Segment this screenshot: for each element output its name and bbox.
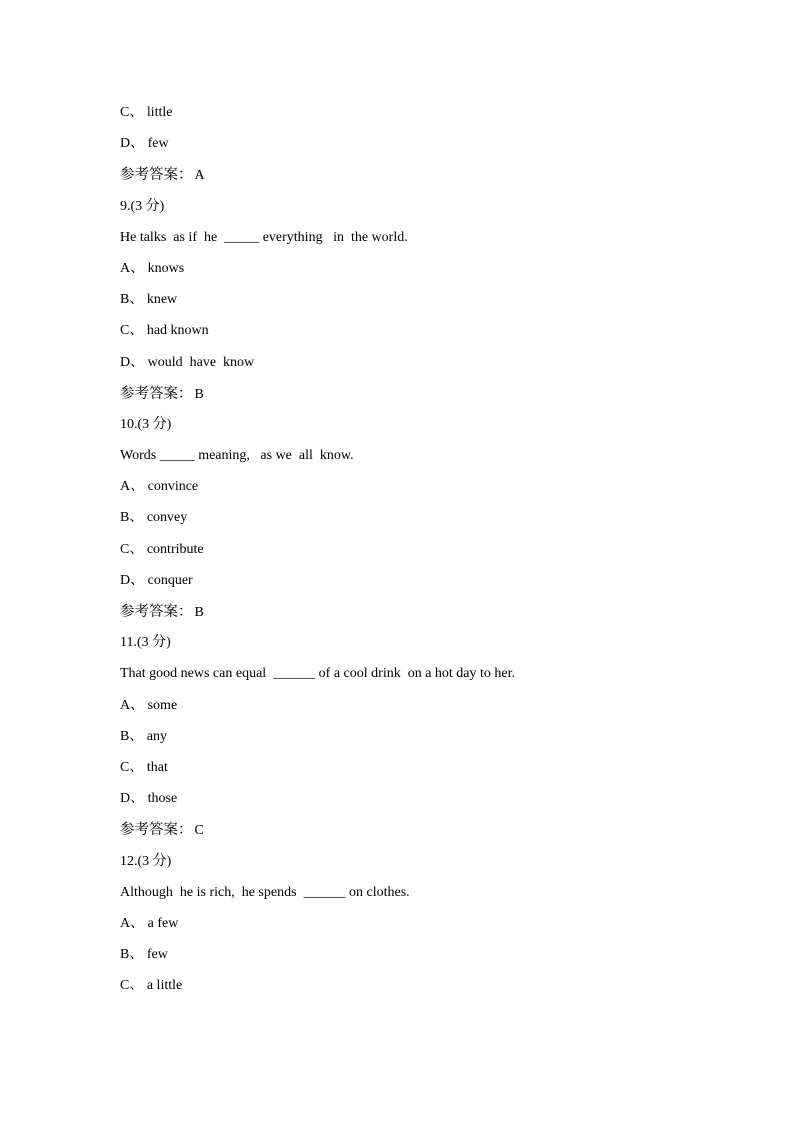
option-d: D、 those bbox=[120, 791, 178, 807]
question-stem: That good news can equal ______ of a cool drink on a hot day to her. bbox=[120, 666, 516, 682]
option-c: C、 contribute bbox=[120, 541, 204, 557]
answer-value: B bbox=[194, 386, 204, 402]
answer-value: A bbox=[194, 168, 205, 184]
option-c: C、 little bbox=[120, 105, 173, 120]
answer-value: C bbox=[194, 823, 204, 839]
option-b: B、 convey bbox=[120, 510, 188, 526]
answer-value: B bbox=[194, 605, 204, 620]
question-header: 10.(3 分) bbox=[120, 416, 172, 432]
question-stem: Words _____ meaning, as we all know. bbox=[120, 448, 354, 464]
answer-label: 参考答案： bbox=[120, 167, 193, 184]
question-header: 9.(3 分) bbox=[120, 198, 165, 214]
answer-line bbox=[120, 163, 720, 194]
option-b: B、 few bbox=[120, 947, 168, 963]
question-stem: Although he is rich, he spends ______ on clothes. bbox=[120, 884, 410, 900]
option-d: D、 few bbox=[120, 136, 169, 152]
option-b: B、 any bbox=[120, 728, 168, 744]
question-header: 11.(3 分) bbox=[120, 635, 171, 651]
question-stem: He talks as if he _____ everything in the world. bbox=[120, 229, 408, 245]
option-a: A、 convince bbox=[120, 479, 199, 495]
answer-line bbox=[120, 382, 720, 413]
answer-label: 参考答案： bbox=[120, 822, 193, 839]
answer-line bbox=[120, 600, 720, 631]
option-c: C、 had known bbox=[120, 323, 209, 339]
option-c: C、 a little bbox=[120, 978, 183, 994]
option-c: C、 that bbox=[120, 759, 168, 775]
answer-line bbox=[120, 818, 720, 849]
option-a: A、 knows bbox=[120, 260, 185, 276]
answer-label: 参考答案： bbox=[120, 604, 193, 620]
option-d: D、 would have know bbox=[120, 354, 255, 370]
document-page bbox=[120, 101, 720, 1005]
option-a: A、 a few bbox=[120, 915, 179, 931]
question-header: 12.(3 分) bbox=[120, 853, 172, 869]
option-b: B、 knew bbox=[120, 292, 178, 308]
option-d: D、 conquer bbox=[120, 572, 193, 588]
answer-label: 参考答案： bbox=[120, 385, 193, 402]
option-a: A、 some bbox=[120, 697, 178, 713]
